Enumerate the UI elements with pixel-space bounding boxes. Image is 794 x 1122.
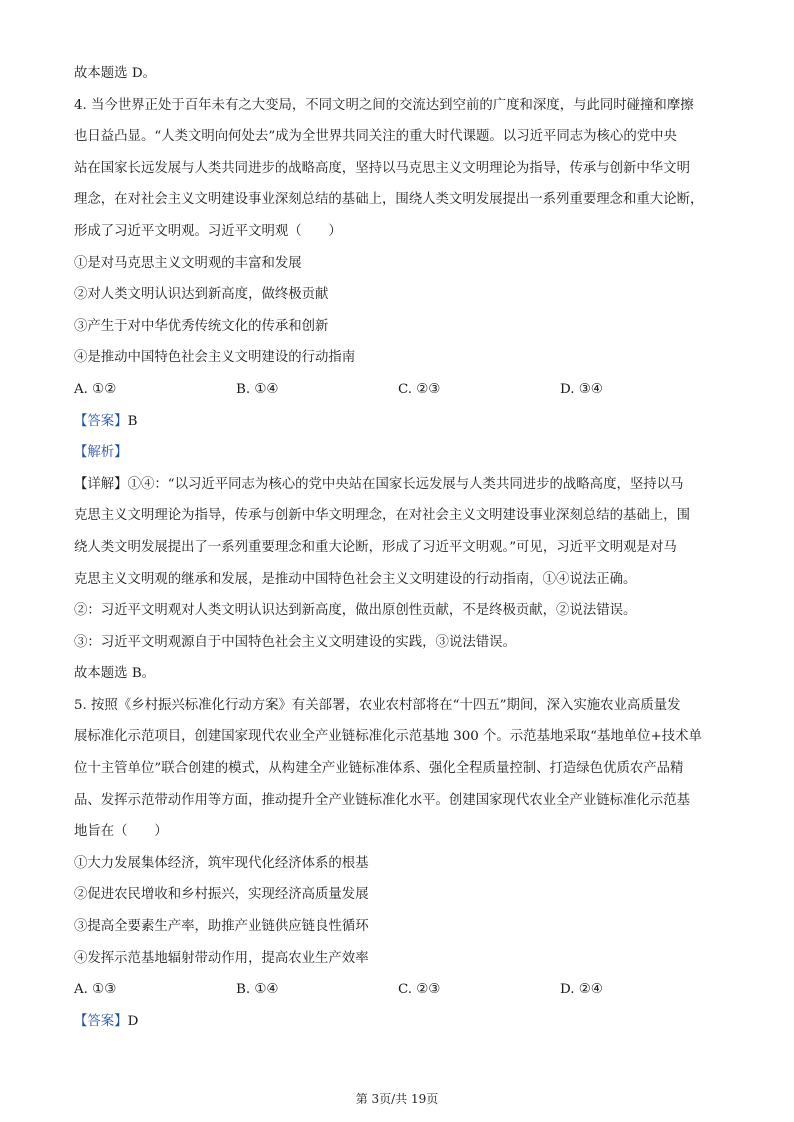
question-4: [74, 90, 728, 690]
answer-label: 【答案】: [74, 1013, 128, 1029]
q4-stem-line: 站在国家长远发展与人类共同进步的战略高度，坚持以马克思主义文明理论为指导，传承与创新中华文明: [74, 160, 690, 176]
q4-detail-line: ②：习近平文明观对人类文明认识达到新高度，做出原创性贡献，不是终极贡献，②说法错误。: [74, 603, 637, 619]
q4-statement-4: ④是推动中国特色社会主义文明建设的行动指南: [74, 350, 356, 366]
q4-detail-line: 克思主义文明观的继承和发展，是推动中国特色社会主义文明建设的行动指南，①④说法正确。: [74, 571, 637, 587]
q5-statement-1: ①大力发展集体经济，筑牢现代化经济体系的根基: [74, 855, 369, 871]
q4-options: [74, 374, 728, 406]
q5-option-a: A. ①③: [74, 982, 117, 998]
q5-stem-line: 地旨在（ ）: [74, 824, 168, 840]
q4-detail-line: 绕人类文明发展提出了一系列重要理念和重大论断，形成了习近平文明观。”可见，习近平文明观是对马: [74, 539, 677, 555]
q5-answer: [74, 1006, 728, 1038]
detail-text: ①④：“以习近平同志为核心的党中央站在国家长远发展与人类共同进步的战略高度，坚持以马: [127, 476, 684, 492]
q4-answer: [74, 406, 728, 438]
question-5: [74, 690, 728, 1038]
q5-option-c: C. ②③: [398, 982, 441, 998]
q5-statement-2: ②促进农民增收和乡村振兴，实现经济高质量发展: [74, 887, 369, 903]
q4-option-b: B. ①④: [236, 381, 279, 397]
q3-conclusion: 故本题选 D。: [74, 66, 156, 81]
q5-statement-4: ④发挥示范基地辐射带动作用，提高农业生产效率: [74, 950, 369, 966]
q4-detail-line: 克思主义文明理论为指导，传承与创新中华文明理念，在对社会主义文明建设事业深刻总结的基础上，围: [74, 508, 690, 524]
q4-statement-3: ③产生于对中华优秀传统文化的传承和创新: [74, 318, 329, 334]
answer-label: 【答案】: [74, 413, 128, 429]
q5-options: [74, 974, 728, 1006]
q4-analysis-heading: [74, 437, 728, 469]
q5-option-d: D. ②④: [560, 982, 603, 998]
q4-statement-2: ②对人类文明认识达到新高度，做终极贡献: [74, 287, 329, 303]
q4-conclusion: 故本题选 B。: [74, 666, 156, 682]
answer-value: D: [127, 1013, 139, 1029]
q5-stem-line: 位十主管单位”联合创建的模式，从构建全产业链标准体系、强化全程质量控制、打造绿色优质农产品精: [74, 761, 684, 777]
q5-statement-3: ③提高全要素生产率，助推产业链供应链良性循环: [74, 919, 369, 935]
q5-stem-line: 品、发挥示范带动作用等方面，推动提升全产业链标准化水平。创建国家现代农业全产业链标准化示范基: [74, 792, 690, 808]
page-footer: 第 3页/共 19页: [355, 1092, 439, 1106]
q4-stem-line: 4. 当今世界正处于百年未有之大变局，不同文明之间的交流达到空前的广度和深度，与此同时碰撞和摩擦: [74, 97, 694, 113]
q4-stem-line: 理念，在对社会主义文明建设事业深刻总结的基础上，围绕人类文明发展提出一系列重要理念和重大论断，: [74, 192, 704, 208]
q4-stem-line: 形成了习近平文明观。习近平文明观（ ）: [74, 223, 342, 239]
q4-detail-line: [74, 469, 728, 501]
q4-detail-line: ③：习近平文明观源自于中国特色社会主义文明建设的实践，③说法错误。: [74, 634, 516, 650]
page-content: [74, 58, 728, 1037]
q4-stem-line: 也日益凸显。“人类文明向何处去”成为全世界共同关注的重大时代课题。以习近平同志为核心的党中央: [74, 129, 677, 145]
q5-stem-line: 5. 按照《乡村振兴标准化行动方案》有关部署，农业农村部将在“十四五”期间，深入实施农业高质量发: [74, 697, 681, 713]
analysis-label: 【解析】: [74, 445, 128, 461]
q4-statement-1: ①是对马克思主义文明观的丰富和发展: [74, 255, 302, 271]
answer-value: B: [127, 413, 138, 429]
q4-option-c: C. ②③: [398, 381, 441, 397]
q4-option-a: A. ①②: [74, 381, 117, 397]
q4-option-d: D. ③④: [560, 381, 603, 397]
q5-option-b: B. ①④: [236, 982, 279, 998]
q5-stem-line: 展标准化示范项目，创建国家现代农业全产业链标准化示范基地 300 个。示范基地采取“基地单位+技术单: [74, 729, 702, 745]
detail-label: 【详解】: [74, 476, 128, 492]
